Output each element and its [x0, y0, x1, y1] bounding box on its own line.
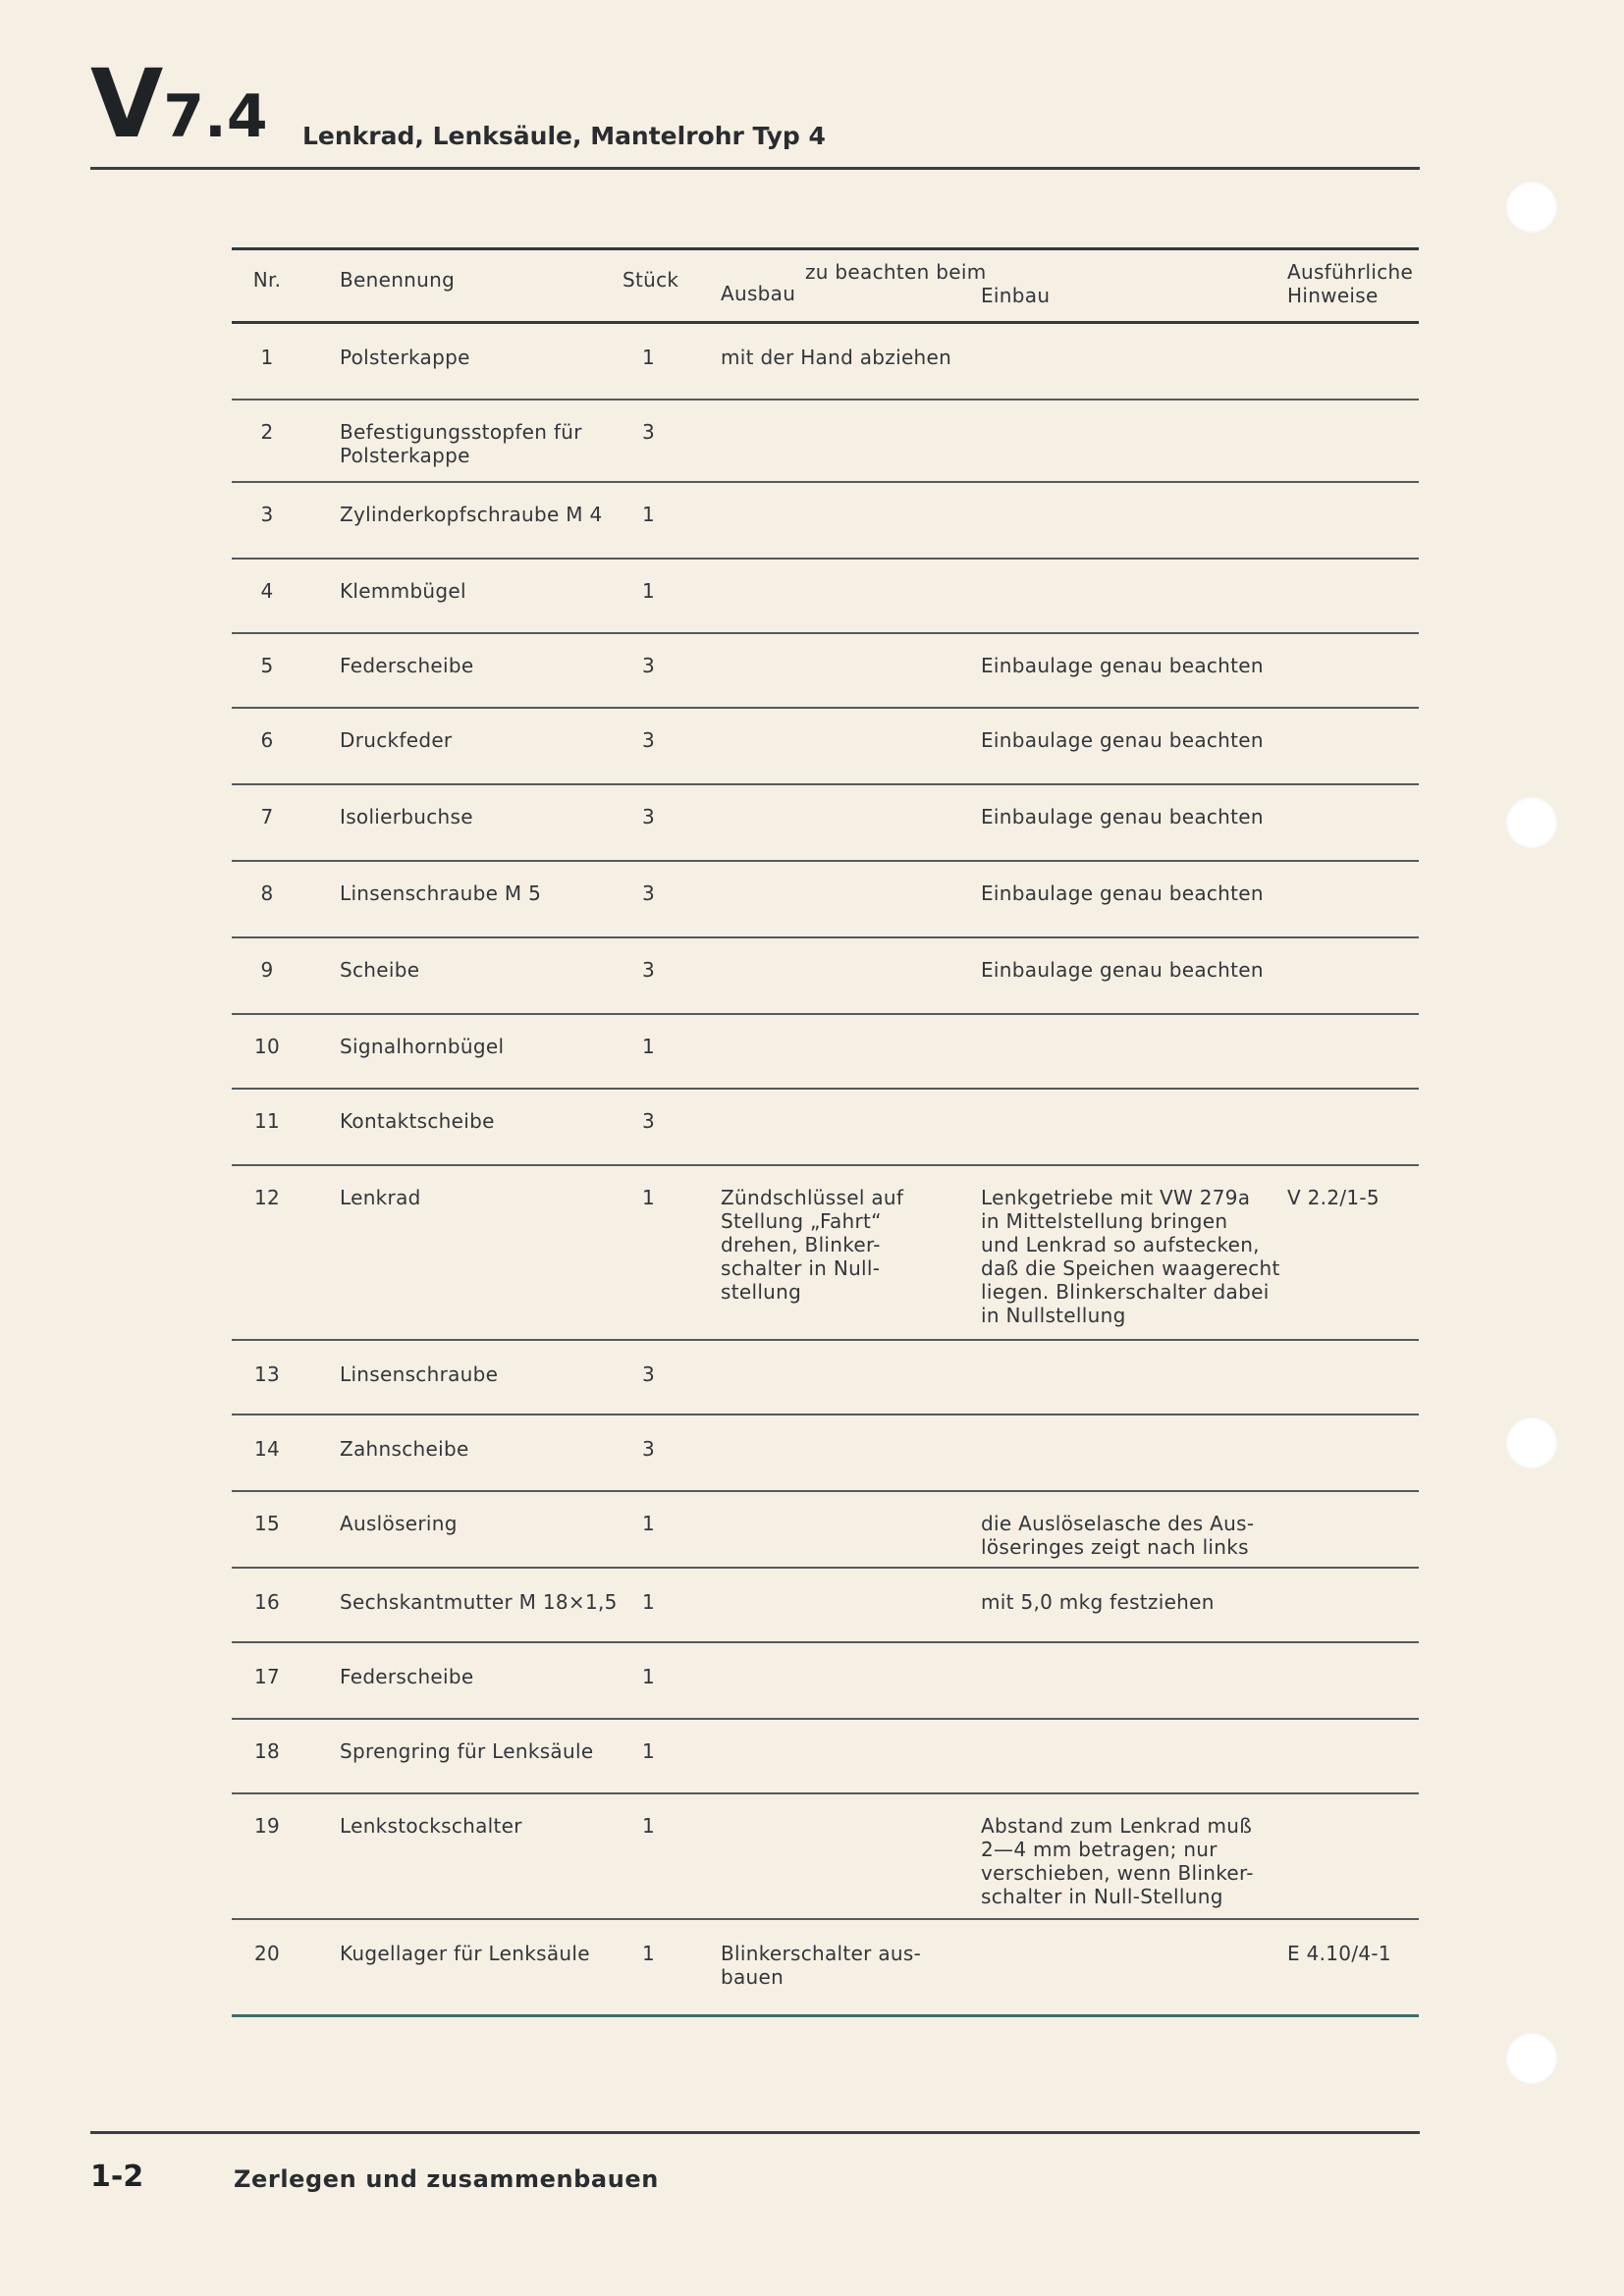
row-name: Sechskantmutter M 18×1,5 — [340, 1590, 618, 1614]
page-title: Lenkrad, Lenksäule, Mantelrohr Typ 4 — [302, 122, 826, 150]
row-name: Federscheibe — [340, 654, 474, 677]
row-ausbau: mit der Hand abziehen — [721, 346, 952, 369]
row-einbau: Abstand zum Lenkrad muß — [981, 1814, 1253, 1838]
row-nr: 15 — [253, 1512, 281, 1535]
row-name: Klemmbügel — [340, 579, 466, 603]
row-einbau: in Nullstellung — [981, 1304, 1126, 1327]
row-name: Auslösering — [340, 1512, 458, 1535]
row-hinweise: V 2.2/1-5 — [1287, 1186, 1380, 1209]
row-divider — [232, 1718, 1419, 1720]
row-qty: 1 — [642, 1035, 656, 1058]
row-divider — [232, 481, 1419, 483]
row-einbau: daß die Speichen waagerecht — [981, 1256, 1280, 1280]
row-einbau: Einbaulage genau beachten — [981, 958, 1264, 982]
punch-hole — [1506, 797, 1557, 848]
row-qty: 1 — [642, 1942, 656, 1965]
row-qty: 1 — [642, 503, 656, 526]
row-ausbau: stellung — [721, 1280, 802, 1304]
row-divider — [232, 1567, 1419, 1569]
header-qty: Stück — [623, 268, 679, 292]
row-name: Linsenschraube M 5 — [340, 881, 542, 905]
row-divider — [232, 1792, 1419, 1794]
row-name: Sprengring für Lenksäule — [340, 1739, 594, 1763]
row-divider — [232, 1641, 1419, 1643]
row-qty: 3 — [642, 728, 656, 752]
row-divider — [232, 558, 1419, 560]
row-ausbau: Stellung „Fahrt“ — [721, 1209, 882, 1233]
row-divider — [232, 1918, 1419, 1920]
row-divider — [232, 1490, 1419, 1492]
row-qty: 3 — [642, 958, 656, 982]
header-ausbau: Ausbau — [721, 282, 796, 305]
row-name: Zahnscheibe — [340, 1437, 469, 1461]
row-name: Signalhornbügel — [340, 1035, 505, 1058]
row-nr: 6 — [260, 728, 274, 752]
row-einbau: 2—4 mm betragen; nur — [981, 1838, 1218, 1861]
row-ausbau: Zündschlüssel auf — [721, 1186, 904, 1209]
row-hinweise: E 4.10/4-1 — [1287, 1942, 1391, 1965]
header-rule — [90, 167, 1420, 170]
row-einbau: schalter in Null-Stellung — [981, 1885, 1223, 1908]
row-qty: 1 — [642, 1665, 656, 1688]
footer-rule — [90, 2131, 1420, 2134]
row-name: Federscheibe — [340, 1665, 474, 1688]
row-divider — [232, 936, 1419, 938]
table-top-rule — [232, 247, 1419, 250]
row-einbau: Lenkgetriebe mit VW 279a — [981, 1186, 1251, 1209]
row-einbau: mit 5,0 mkg festziehen — [981, 1590, 1215, 1614]
row-name: Kontaktscheibe — [340, 1109, 495, 1133]
row-nr: 18 — [253, 1739, 281, 1763]
row-divider — [232, 1164, 1419, 1166]
row-divider — [232, 1339, 1419, 1341]
header-nr: Nr. — [252, 268, 282, 292]
row-divider — [232, 1414, 1419, 1415]
row-nr: 2 — [260, 420, 274, 444]
row-nr: 16 — [253, 1590, 281, 1614]
row-nr: 3 — [260, 503, 274, 526]
row-name: Befestigungsstopfen für — [340, 420, 582, 444]
row-nr: 9 — [260, 958, 274, 982]
row-qty: 1 — [642, 1814, 656, 1838]
row-qty: 1 — [642, 1739, 656, 1763]
row-nr: 19 — [253, 1814, 281, 1838]
header-group: zu beachten beim — [805, 260, 987, 284]
row-einbau: und Lenkrad so aufstecken, — [981, 1233, 1260, 1256]
header-hinweise-line1: Ausführliche — [1287, 260, 1414, 284]
row-ausbau: Blinkerschalter aus- — [721, 1942, 922, 1965]
row-qty: 1 — [642, 579, 656, 603]
punch-hole — [1506, 1417, 1557, 1468]
row-einbau: Einbaulage genau beachten — [981, 805, 1264, 828]
section-minor: 7.4 — [163, 82, 268, 151]
row-qty: 3 — [642, 654, 656, 677]
chapter-title: Zerlegen und zusammenbauen — [234, 2165, 659, 2193]
row-name: Linsenschraube — [340, 1362, 499, 1386]
page-number: 1-2 — [90, 2160, 144, 2194]
row-nr: 10 — [253, 1035, 281, 1058]
table-bottom-rule — [232, 2014, 1419, 2017]
row-einbau: Einbaulage genau beachten — [981, 654, 1264, 677]
row-nr: 4 — [260, 579, 274, 603]
row-nr: 1 — [260, 346, 274, 369]
row-divider — [232, 1013, 1419, 1015]
row-nr: 7 — [260, 805, 274, 828]
punch-hole — [1506, 2033, 1557, 2084]
row-qty: 1 — [642, 1590, 656, 1614]
row-name: Druckfeder — [340, 728, 453, 752]
row-divider — [232, 707, 1419, 709]
row-qty: 3 — [642, 881, 656, 905]
header-bottom-rule — [232, 321, 1419, 324]
row-name: Zylinderkopfschraube M 4 — [340, 503, 603, 526]
header-name: Benennung — [340, 268, 456, 292]
row-einbau: in Mittelstellung bringen — [981, 1209, 1228, 1233]
row-nr: 20 — [253, 1942, 281, 1965]
row-ausbau: bauen — [721, 1965, 785, 1989]
row-name: Isolierbuchse — [340, 805, 473, 828]
row-name: Kugellager für Lenksäule — [340, 1942, 590, 1965]
header-einbau: Einbau — [981, 284, 1051, 307]
row-nr: 13 — [253, 1362, 281, 1386]
row-name: Lenkstockschalter — [340, 1814, 522, 1838]
section-code — [90, 49, 268, 165]
row-nr: 8 — [260, 881, 274, 905]
punch-hole — [1506, 182, 1557, 233]
row-einbau: verschieben, wenn Blinker- — [981, 1861, 1254, 1885]
header-hinweise-line2: Hinweise — [1287, 284, 1379, 307]
row-nr: 11 — [253, 1109, 281, 1133]
row-qty: 1 — [642, 1186, 656, 1209]
row-nr: 5 — [260, 654, 274, 677]
row-qty: 3 — [642, 1362, 656, 1386]
row-qty: 3 — [642, 1109, 656, 1133]
row-divider — [232, 1088, 1419, 1090]
row-name: Lenkrad — [340, 1186, 421, 1209]
row-name: Polsterkappe — [340, 444, 470, 467]
row-qty: 1 — [642, 346, 656, 369]
row-ausbau: drehen, Blinker- — [721, 1233, 881, 1256]
row-qty: 3 — [642, 420, 656, 444]
section-major: V — [90, 49, 164, 159]
row-nr: 12 — [253, 1186, 281, 1209]
row-qty: 3 — [642, 805, 656, 828]
row-einbau: Einbaulage genau beachten — [981, 881, 1264, 905]
row-name: Polsterkappe — [340, 346, 470, 369]
row-divider — [232, 860, 1419, 862]
row-ausbau: schalter in Null- — [721, 1256, 881, 1280]
row-name: Scheibe — [340, 958, 420, 982]
row-divider — [232, 783, 1419, 785]
row-qty: 3 — [642, 1437, 656, 1461]
row-einbau: liegen. Blinkerschalter dabei — [981, 1280, 1270, 1304]
row-einbau: die Auslöselasche des Aus- — [981, 1512, 1255, 1535]
row-einbau: Einbaulage genau beachten — [981, 728, 1264, 752]
row-nr: 17 — [253, 1665, 281, 1688]
row-qty: 1 — [642, 1512, 656, 1535]
row-divider — [232, 632, 1419, 634]
row-nr: 14 — [253, 1437, 281, 1461]
row-einbau: löseringes zeigt nach links — [981, 1535, 1249, 1559]
row-divider — [232, 399, 1419, 400]
